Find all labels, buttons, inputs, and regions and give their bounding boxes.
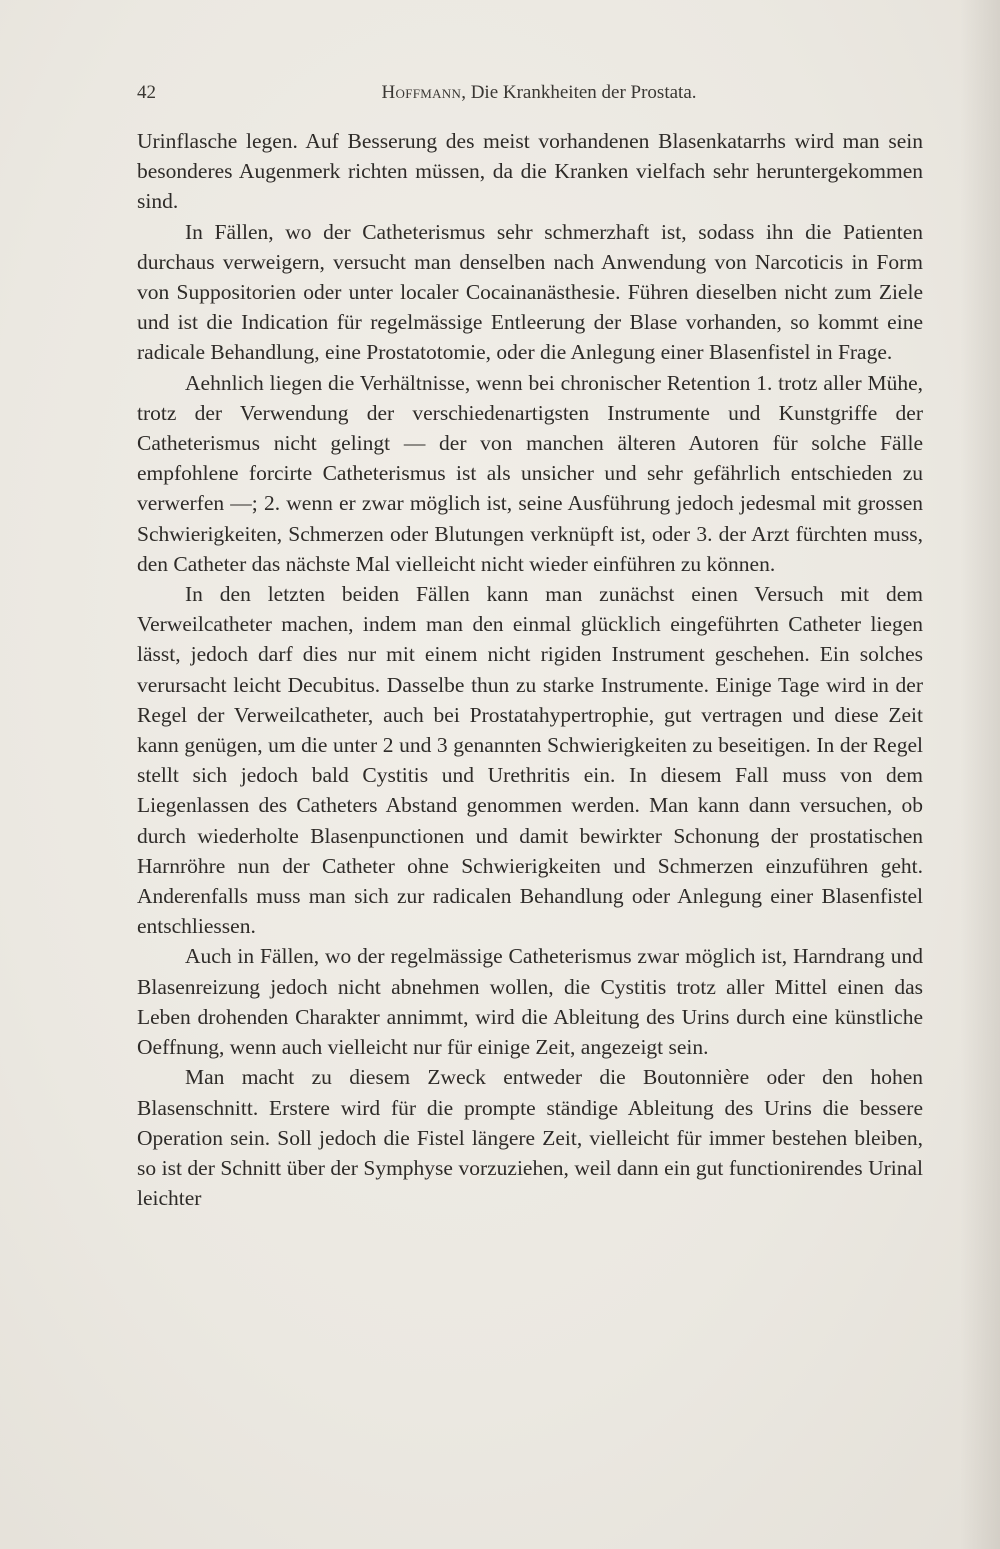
running-title-author: Hoffmann	[381, 82, 462, 103]
paragraph: Aehnlich liegen die Verhältnisse, wenn bei chronischer Retention 1. trotz aller Mühe, trotz der Verwendung der verschiedenartigsten Instrumente und Kunstgriffe der Catheterismus nicht gelingt — der von manchen älteren Autoren für solche Fälle empfohlene forcirte Catheterismus ist als unsicher und sehr gefährlich entschieden zu verwerfen —; 2. wenn er zwar möglich ist, seine Ausführung jedoch jedesmal mit grossen Schwierigkeiten, Schmerzen oder Blutungen verknüpft ist, oder 3. der Arzt fürchten muss, den Catheter das nächste Mal vielleicht nicht wieder einführen zu können.	[137, 370, 923, 576]
page-number: 42	[137, 82, 156, 103]
running-title-text: , Die Krankheiten der Prostata.	[461, 82, 697, 103]
paragraph: In Fällen, wo der Catheterismus sehr schmerzhaft ist, sodass ihn die Patienten durchaus verweigern, versucht man denselben nach Anwendung von Narcoticis in Form von Suppositorien oder unter localer Cocainanästhesie. Führen dieselben nicht zum Ziele und ist die Indication für regelmässige Entleerung der Blase vorhanden, so kommt eine radicale Behandlung, eine Prostatotomie, oder die Anlegung einer Blasenfistel in Frage.	[137, 219, 923, 365]
page-edge-shadow	[960, 0, 1000, 1549]
running-header	[137, 82, 923, 110]
paragraph: In den letzten beiden Fällen kann man zunächst einen Versuch mit dem Verweilcatheter machen, indem man den einmal glücklich eingeführten Catheter liegen lässt, jedoch darf dies nur mit einem nicht rigiden Instrument geschehen. Ein solches verursacht leicht Decubitus. Dasselbe thun zu starke Instrumente. Einige Tage wird in der Regel der Verweilcatheter, auch bei Prostatahypertrophie, gut vertragen und diese Zeit kann genügen, um die unter 2 und 3 genannten Schwierigkeiten zu beseitigen. In der Regel stellt sich jedoch bald Cystitis und Urethritis ein. In diesem Fall muss von dem Liegenlassen des Catheters Abstand genommen werden. Man kann dann versuchen, ob durch wiederholte Blasenpunctionen und damit bewirkter Schonung der prostatischen Harnröhre nun der Catheter ohne Schwierigkeiten und Schmerzen einzuführen geht. Anderenfalls muss man sich zur radicalen Behandlung oder Anlegung einer Blasenfistel entschliessen.	[137, 582, 923, 939]
paragraph: Urinflasche legen. Auf Besserung des meist vorhandenen Blasenkatarrhs wird man sein besonderes Augenmerk richten müssen, da die Kranken vielfach sehr heruntergekommen sind.	[137, 129, 923, 214]
paragraph: Man macht zu diesem Zweck entweder die Boutonnière oder den hohen Blasenschnitt. Erstere wird für die prompte ständige Ableitung des Urins die bessere Operation sein. Soll jedoch die Fistel längere Zeit, vielleicht für immer bestehen bleiben, so ist der Schnitt über der Symphyse vorzuziehen, weil dann ein gut functionirendes Urinal leichter	[137, 1065, 923, 1211]
running-title	[137, 82, 923, 104]
paragraph: Auch in Fällen, wo der regelmässige Catheterismus zwar möglich ist, Harndrang und Blasenreizung jedoch nicht abnehmen wollen, die Cystitis trotz aller Mittel einen das Leben drohenden Charakter annimmt, wird die Ableitung des Urins durch eine künstliche Oeffnung, wenn auch vielleicht nur für einige Zeit, angezeigt sein.	[137, 944, 923, 1060]
body-text	[137, 126, 923, 1213]
